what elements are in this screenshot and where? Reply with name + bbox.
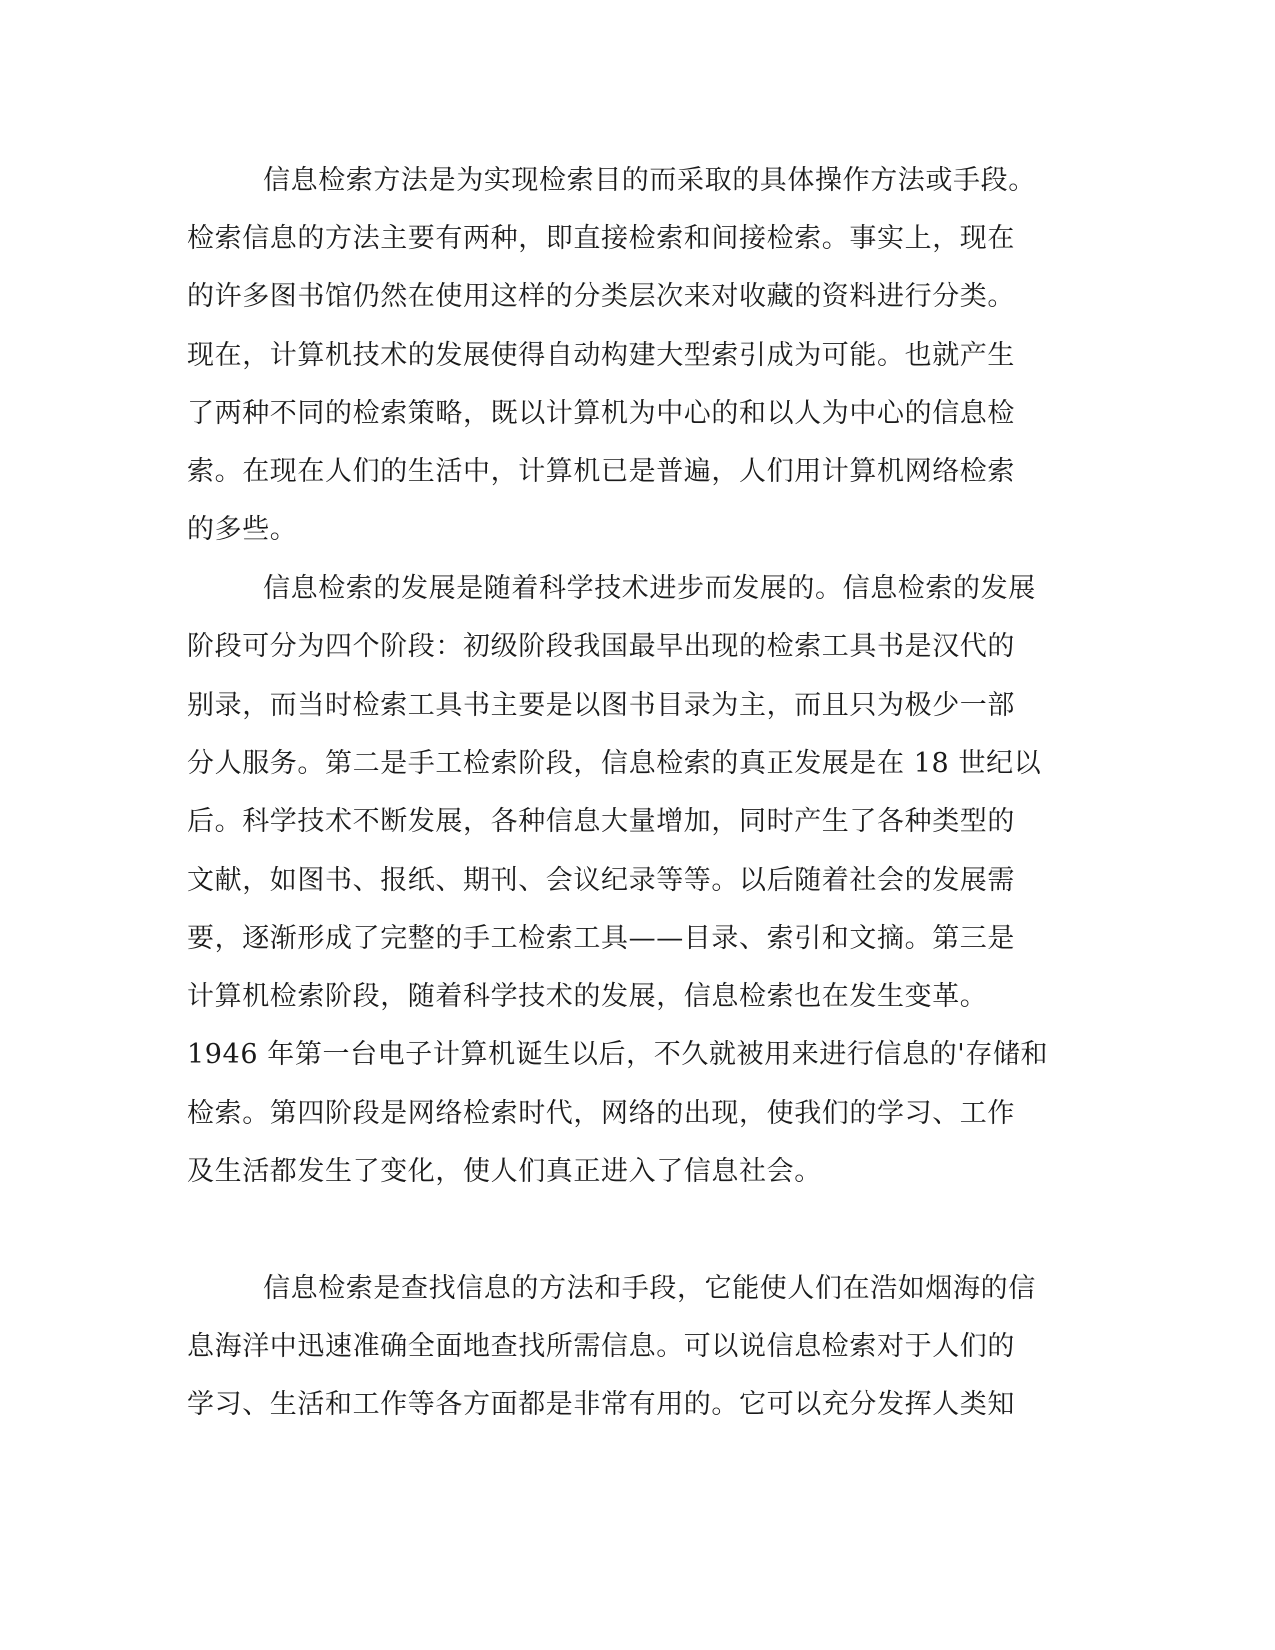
paragraph-3-line-1: 信息检索是查找信息的方法和手段，它能使人们在浩如烟海的信 bbox=[263, 1273, 1036, 1304]
paragraph-2-line-1: 信息检索的发展是随着科学技术进步而发展的。信息检索的发展 bbox=[263, 573, 1036, 604]
paragraph-3-line-3: 学习、生活和工作等各方面都是非常有用的。它可以充分发挥人类知 bbox=[187, 1389, 1015, 1420]
paragraph-1-line-6: 索。在现在人们的生活中，计算机已是普遍，人们用计算机网络检索 bbox=[187, 456, 1015, 487]
paragraph-1-line-4: 现在，计算机技术的发展使得自动构建大型索引成为可能。也就产生 bbox=[187, 340, 1015, 371]
paragraph-1-line-5: 了两种不同的检索策略，既以计算机为中心的和以人为中心的信息检 bbox=[187, 398, 1015, 429]
paragraph-2-line-7: 要，逐渐形成了完整的手工检索工具——目录、索引和文摘。第三是 bbox=[187, 923, 1015, 954]
paragraph-1-line-2: 检索信息的方法主要有两种，即直接检索和间接检索。事实上，现在 bbox=[187, 223, 1015, 254]
paragraph-2-line-8: 计算机检索阶段，随着科学技术的发展，信息检索也在发生变革。 bbox=[187, 981, 988, 1012]
paragraph-1-line-7: 的多些。 bbox=[187, 514, 298, 545]
paragraph-2-line-12 bbox=[187, 1200, 1067, 1260]
paragraph-2-line-10: 检索。第四阶段是网络检索时代，网络的出现，使我们的学习、工作 bbox=[187, 1098, 1015, 1129]
paragraph-2-line-5: 后。科学技术不断发展，各种信息大量增加，同时产生了各种类型的 bbox=[187, 806, 1015, 837]
paragraph-2-line-3: 别录，而当时检索工具书主要是以图书目录为主，而且只为极少一部 bbox=[187, 690, 1015, 721]
paragraph-3-line-2: 息海洋中迅速准确全面地查找所需信息。可以说信息检索对于人们的 bbox=[187, 1331, 1015, 1362]
paragraph-2-line-11: 及生活都发生了变化，使人们真正进入了信息社会。 bbox=[187, 1156, 822, 1187]
paragraph-2-line-9: 1946 年第一台电子计算机诞生以后，不久就被用来进行信息的'存储和 bbox=[187, 1039, 1049, 1070]
paragraph-1-line-3: 的许多图书馆仍然在使用这样的分类层次来对收藏的资料进行分类。 bbox=[187, 281, 1015, 312]
paragraph-2-line-2: 阶段可分为四个阶段：初级阶段我国最早出现的检索工具书是汉代的 bbox=[187, 631, 1015, 662]
paragraph-2-line-6: 文献，如图书、报纸、期刊、会议纪录等等。以后随着社会的发展需 bbox=[187, 865, 1015, 896]
paragraph-2-line-4: 分人服务。第二是手工检索阶段，信息检索的真正发展是在 18 世纪以 bbox=[187, 748, 1042, 779]
paragraph-1-line-1: 信息检索方法是为实现检索目的而采取的具体操作方法或手段。 bbox=[263, 165, 1036, 196]
